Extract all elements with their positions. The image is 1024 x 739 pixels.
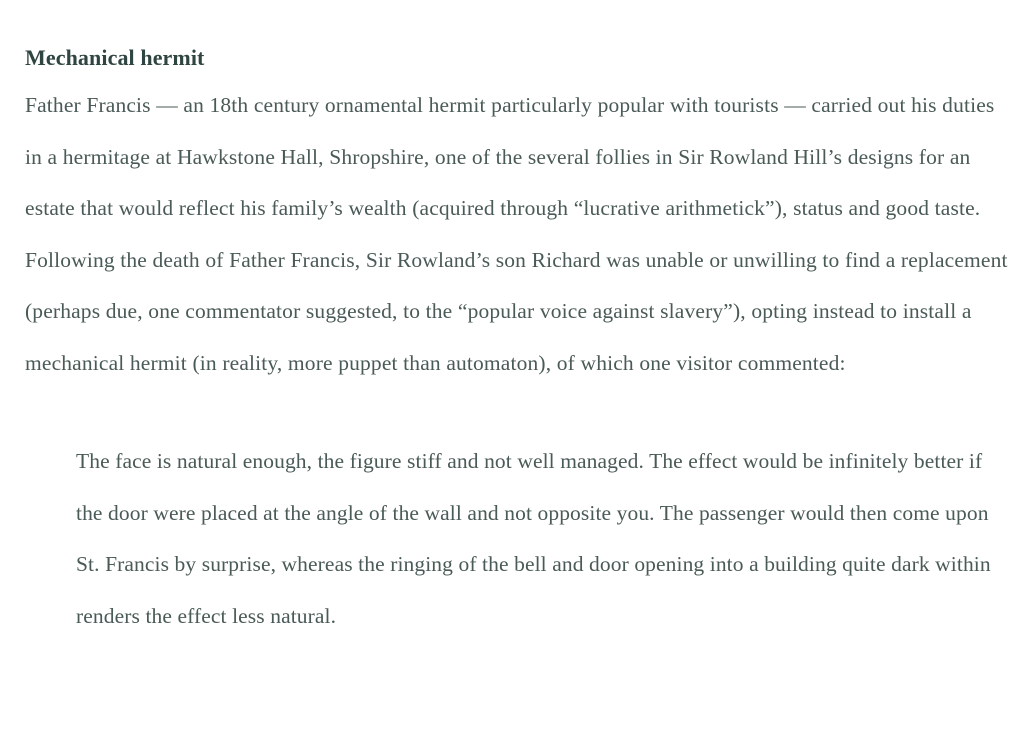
article-paragraph: Father Francis — an 18th century ornamental hermit particularly popular with tourists — carried out his duties in a hermitage at Hawkstone Hall, Shropshire, one of the several follies in Sir Rowland Hill’s designs for an estate that would reflect his family’s wealth (acquired through “lucrative arithmetick”), status and good taste. Following the death of Father Francis, Sir Rowland’s son Richard was unable or unwilling to find a replacement (perhaps due, one commentator suggested, to the “popular voice against slavery”), opting instead to install a mechanical hermit (in reality, more puppet than automaton), of which one visitor commented: (25, 93, 1008, 375)
block-quote: The face is natural enough, the figure stiff and not well managed. The effect would be infinitely better if the door were placed at the angle of the wall and not opposite you. The passenger would then come upon St. Francis by surprise, whereas the ringing of the bell and door opening into a building quite dark within renders the effect less natural. (76, 449, 991, 628)
article (25, 36, 1010, 642)
article-heading: Mechanical hermit (25, 45, 205, 70)
